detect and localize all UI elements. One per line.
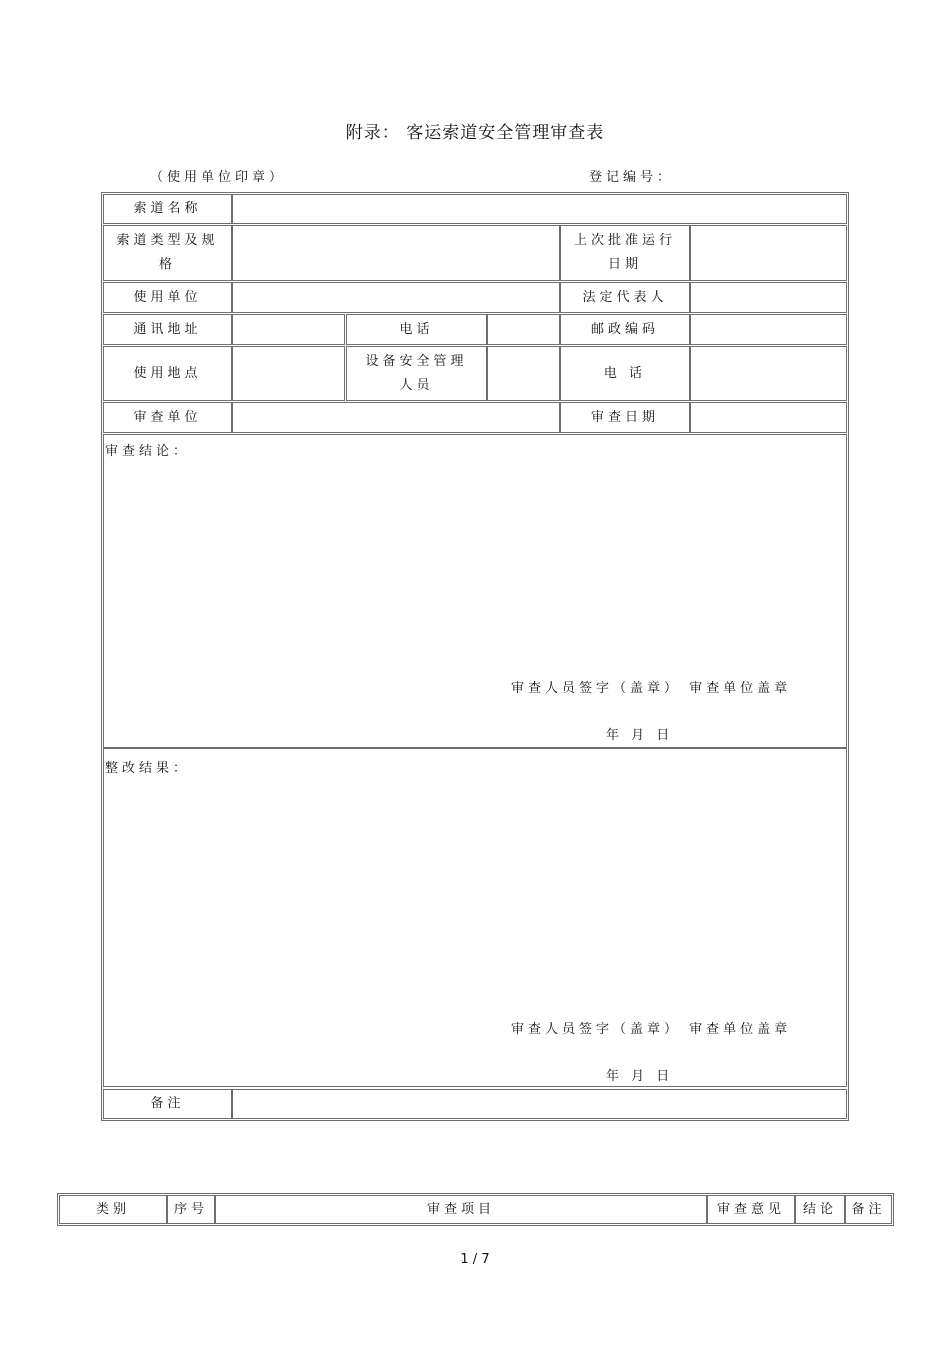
seal-label: （使用单位印章） bbox=[150, 170, 287, 185]
audit-signature-line: 审查人员签字（盖章） 审查单位盖章 bbox=[511, 681, 792, 696]
value-location[interactable] bbox=[232, 346, 345, 401]
value-ropeway-name[interactable] bbox=[232, 194, 847, 224]
audit-conclusion-section[interactable] bbox=[103, 434, 847, 748]
label-ropeway-type-line2: 格 bbox=[158, 257, 176, 272]
audit-conclusion-label: 审查结论： bbox=[105, 444, 191, 459]
header-remarks: 备注 bbox=[845, 1195, 892, 1224]
label-location: 使用地点 bbox=[103, 346, 232, 401]
label-safety-manager-line1: 设备安全管理 bbox=[365, 353, 468, 369]
value-postcode[interactable] bbox=[690, 314, 847, 345]
registration-number-label: 登记编号： bbox=[589, 170, 675, 185]
label-audit-date: 审查日期 bbox=[560, 402, 690, 433]
page-number: 1 / 7 bbox=[460, 1252, 490, 1267]
label-ropeway-type-line1: 索道类型及规 bbox=[116, 233, 219, 248]
value-legal-representative[interactable] bbox=[690, 282, 847, 313]
value-audit-unit[interactable] bbox=[232, 402, 560, 433]
label-ropeway-type bbox=[103, 225, 232, 281]
rectification-label: 整改结果： bbox=[105, 761, 191, 776]
rectification-signature-line: 审查人员签字（盖章） 审查单位盖章 bbox=[511, 1022, 792, 1037]
value-phone-2[interactable] bbox=[690, 346, 847, 401]
label-legal-representative: 法定代表人 bbox=[560, 282, 690, 313]
value-ropeway-type[interactable] bbox=[232, 225, 560, 281]
label-last-approved-date bbox=[560, 225, 690, 281]
value-address[interactable] bbox=[232, 314, 345, 345]
label-audit-unit: 审查单位 bbox=[103, 402, 232, 433]
label-safety-manager bbox=[346, 346, 487, 401]
label-phone: 电话 bbox=[346, 314, 487, 345]
label-ropeway-name: 索道名称 bbox=[103, 194, 232, 224]
label-remarks: 备注 bbox=[103, 1089, 232, 1119]
value-remarks[interactable] bbox=[232, 1089, 847, 1119]
value-last-approved-date[interactable] bbox=[690, 225, 847, 281]
header-category: 类别 bbox=[59, 1195, 167, 1224]
value-audit-date[interactable] bbox=[690, 402, 847, 433]
header-audit-opinion: 审查意见 bbox=[707, 1195, 795, 1224]
label-last-approved-line1: 上次批准运行 bbox=[573, 233, 676, 248]
label-phone-2: 电 话 bbox=[560, 346, 690, 401]
label-user-unit: 使用单位 bbox=[103, 282, 232, 313]
value-user-unit[interactable] bbox=[232, 282, 560, 313]
label-postcode: 邮政编码 bbox=[560, 314, 690, 345]
label-address: 通讯地址 bbox=[103, 314, 232, 345]
value-safety-manager[interactable] bbox=[487, 346, 560, 401]
label-safety-manager-line2: 人员 bbox=[399, 377, 434, 393]
header-serial-number: 序号 bbox=[167, 1195, 215, 1224]
value-phone[interactable] bbox=[487, 314, 560, 345]
header-conclusion: 结论 bbox=[795, 1195, 845, 1224]
audit-date-line: 年 月 日 bbox=[606, 728, 674, 743]
header-audit-item: 审查项目 bbox=[215, 1195, 707, 1224]
label-last-approved-line2: 日期 bbox=[607, 257, 642, 272]
document-title: 附录： 客运索道安全管理审查表 bbox=[345, 123, 605, 143]
rectification-date-line: 年 月 日 bbox=[606, 1069, 674, 1084]
